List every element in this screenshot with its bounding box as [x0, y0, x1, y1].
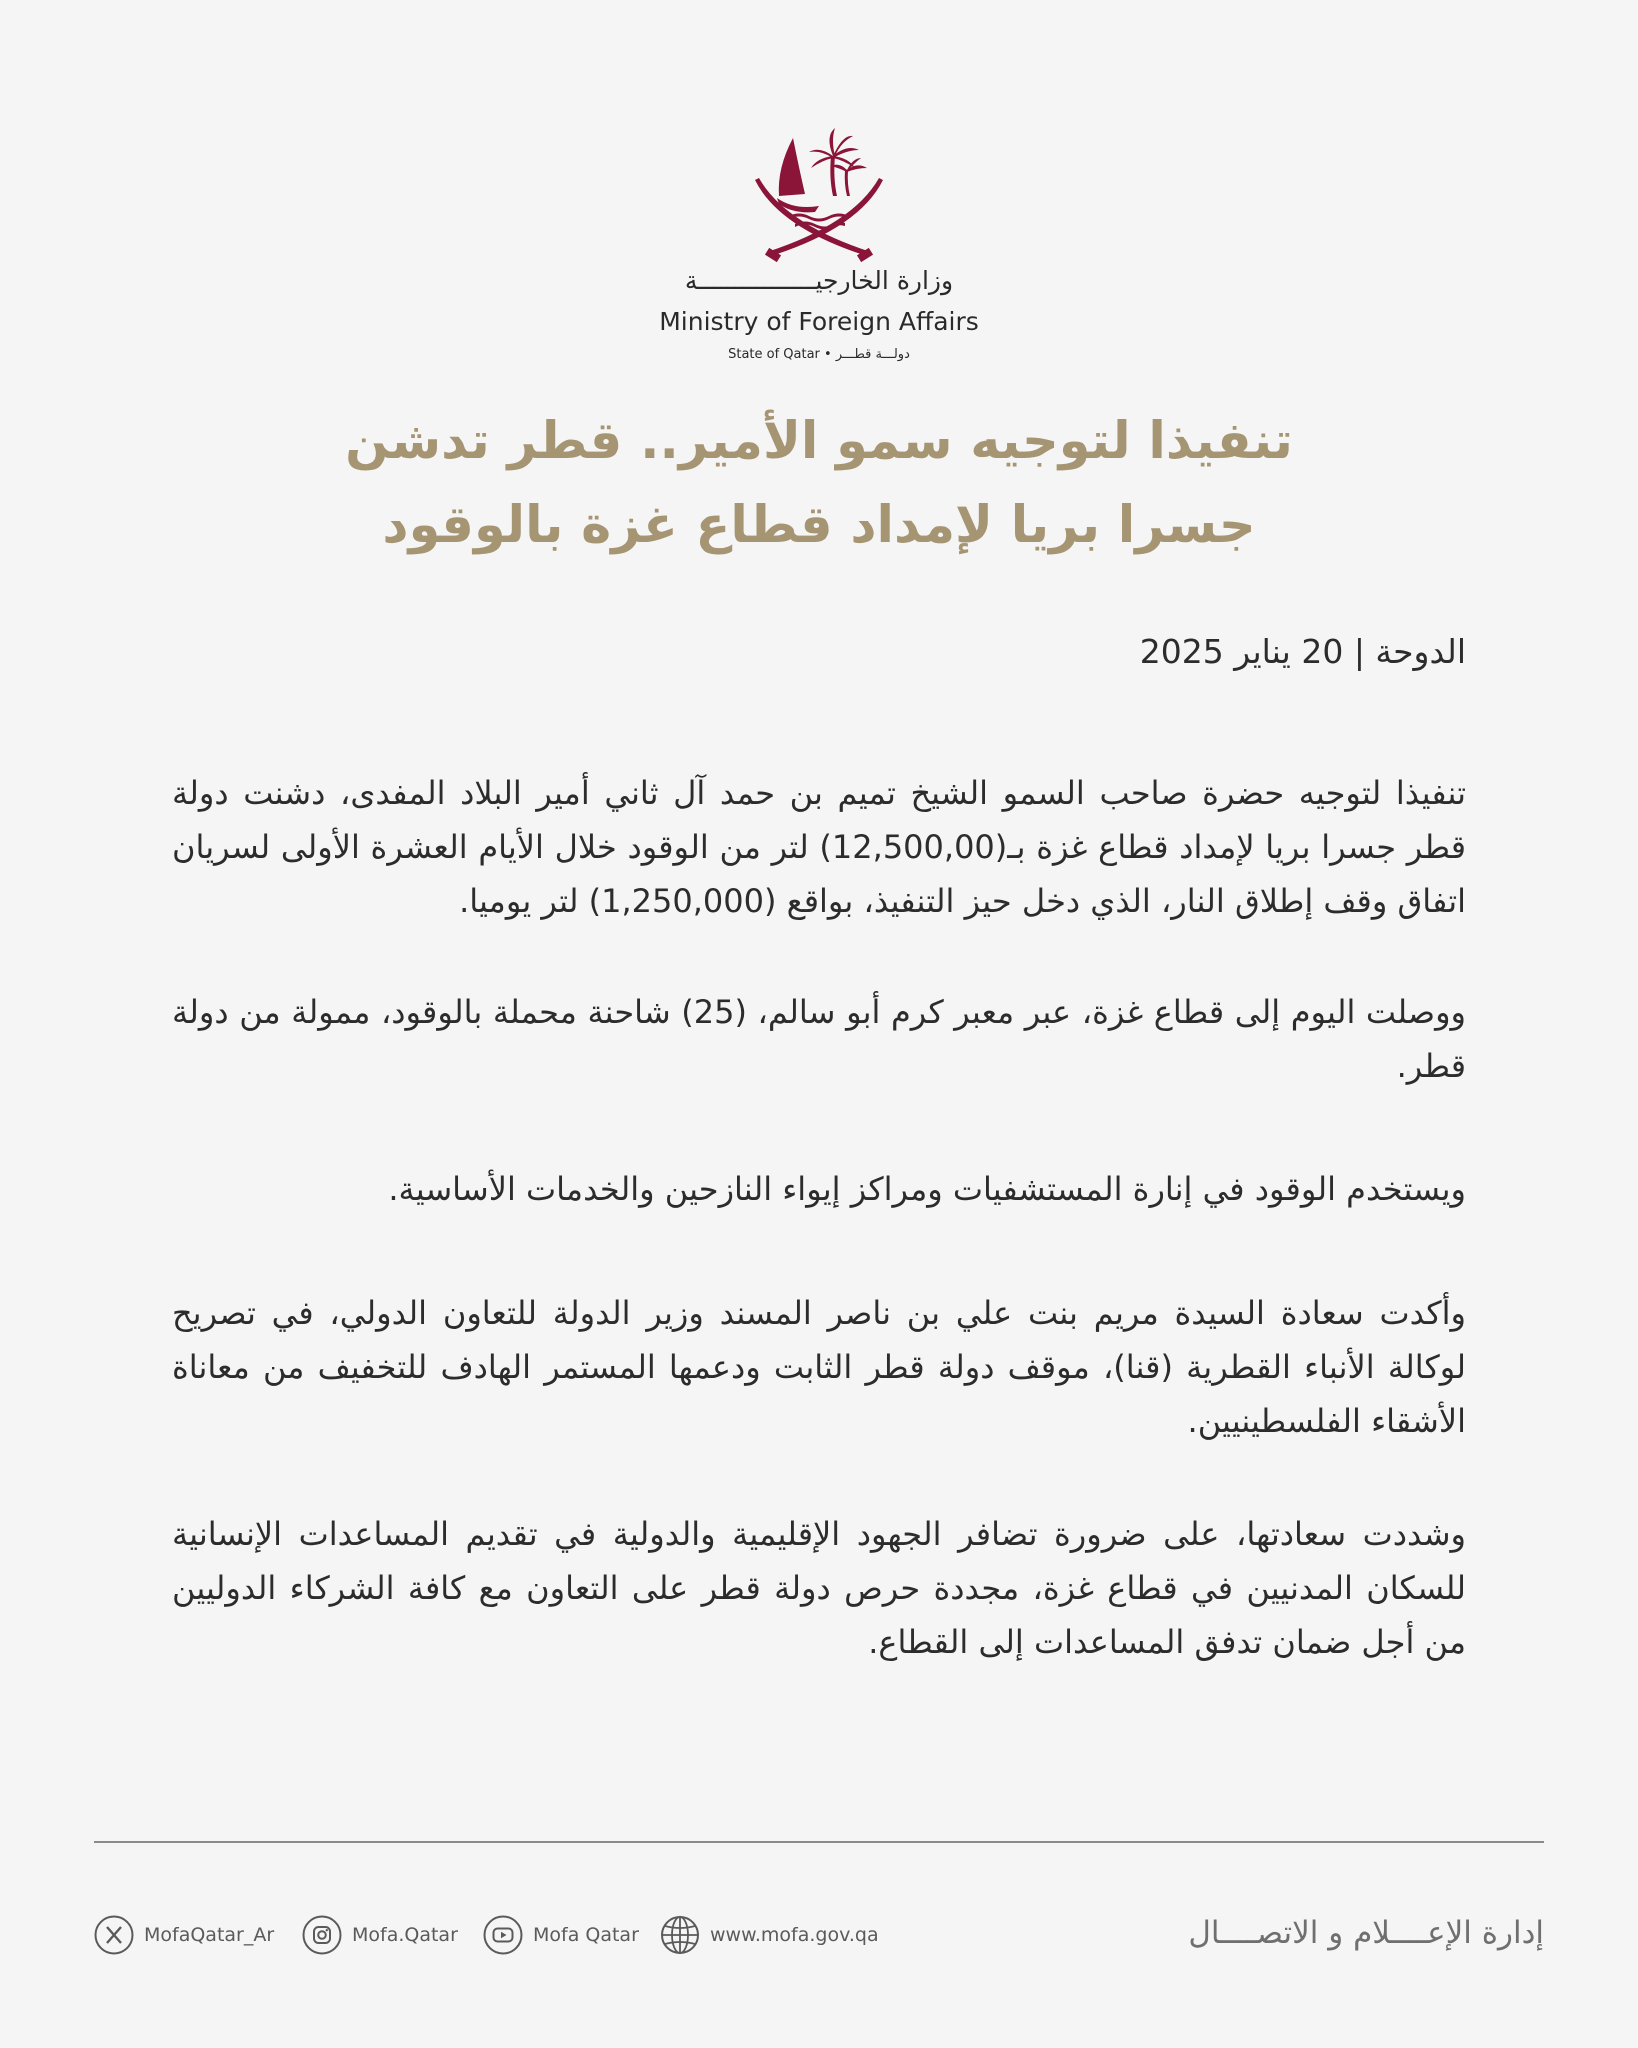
ministry-name-english: Ministry of Foreign Affairs	[659, 307, 979, 336]
instagram-icon	[302, 1915, 342, 1955]
media-department-label: إدارة الإعــــلام و الاتصــــال	[1188, 1915, 1544, 1951]
paragraph-2: ووصلت اليوم إلى قطاع غزة، عبر معبر كرم أبو سالم، (25) شاحنة محملة بالوقود، ممولة من دولة قطر.	[172, 993, 1467, 1085]
social-label-website: www.mofa.gov.qa	[710, 1924, 879, 1946]
paragraph-5: وشددت سعادتها، على ضرورة تضافر الجهود الإقليمية والدولية في تقديم المساعدات الإنسانية للسكان المدنيين في قطاع غزة، مجددة حرص دولة قطر على التعاون مع كافة الشركاء الدوليين من أجل ضمان تدفق المساعدات إلى القطاع.	[172, 1515, 1466, 1661]
paragraph-4: وأكدت سعادة السيدة مريم بنت علي بن ناصر المسند وزير الدولة للتعاون الدولي، في تصريح لوكالة الأنباء القطرية (قنا)، موقف دولة قطر الثابت ودعمها المستمر الهادف للتخفيف من معاناة الأشقاء الفلسطينيين.	[172, 1294, 1466, 1440]
social-label-instagram: Mofa.Qatar	[352, 1924, 458, 1946]
ministry-name-arabic: وزارة الخارجيــــــــــــــــة	[684, 266, 954, 295]
qatar-emblem-logo	[749, 128, 889, 263]
footer-divider	[94, 1841, 1544, 1843]
social-link-youtube[interactable]	[483, 1915, 639, 1955]
social-link-website[interactable]	[660, 1915, 879, 1955]
social-link-x[interactable]	[94, 1915, 274, 1955]
x-icon	[94, 1915, 134, 1955]
youtube-icon	[483, 1915, 523, 1955]
dateline: الدوحة | 20 يناير 2025	[1139, 632, 1466, 671]
social-label-youtube: Mofa Qatar	[533, 1924, 639, 1946]
headline-line-2: جسرا بريا لإمداد قطاع غزة بالوقود	[382, 496, 1256, 555]
headline	[280, 400, 1358, 568]
paragraph-1: تنفيذا لتوجيه حضرة صاحب السمو الشيخ تميم بن حمد آل ثاني أمير البلاد المفدى، دشنت دولة قطر جسرا بريا لإمداد قطاع غزة بـ(12,500,00) لتر من الوقود خلال الأيام العشرة الأولى لسريان اتفاق وقف إطلاق النار، الذي دخل حيز التنفيذ، بواقع (1,250,000) لتر يوميا.	[172, 774, 1467, 920]
social-label-x: MofaQatar_Ar	[144, 1924, 275, 1946]
paragraph-3: ويستخدم الوقود في إنارة المستشفيات ومراكز إيواء النازحين والخدمات الأساسية.	[388, 1170, 1466, 1208]
headline-line-1: تنفيذا لتوجيه سمو الأمير.. قطر تدشن	[345, 412, 1293, 471]
globe-icon	[660, 1915, 700, 1955]
social-link-instagram[interactable]	[302, 1915, 458, 1955]
state-of-qatar-label: State of Qatar • دولـــة قطـــر	[728, 347, 910, 362]
